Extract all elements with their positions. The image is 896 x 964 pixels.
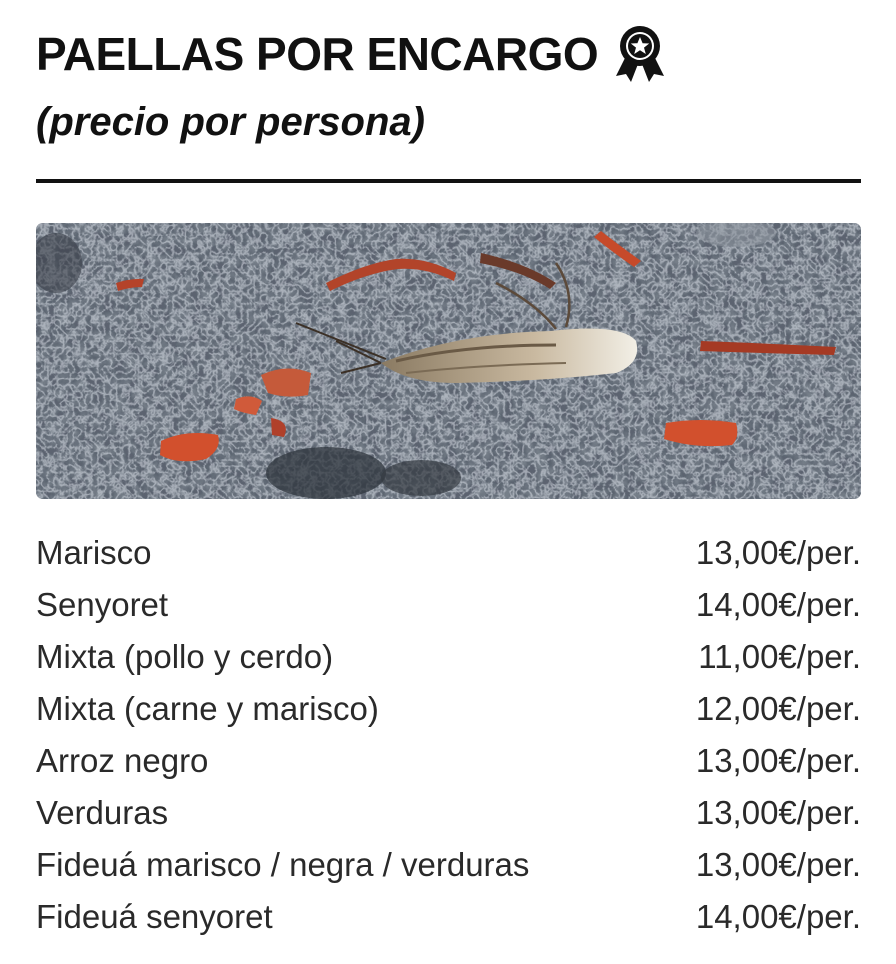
list-item <box>36 839 861 891</box>
black-rice-paella-photo <box>36 223 861 499</box>
item-price: 13,00€/per. <box>695 794 861 831</box>
item-price: 12,00€/per. <box>695 690 861 727</box>
item-name: Mixta (pollo y cerdo) <box>36 638 334 675</box>
item-name: Senyoret <box>36 586 169 623</box>
list-item <box>36 891 861 943</box>
item-price: 13,00€/per. <box>695 534 861 571</box>
divider <box>36 179 861 183</box>
award-badge-icon <box>612 24 668 84</box>
item-name: Marisco <box>36 534 152 571</box>
item-name: Fideuá marisco / negra / verduras <box>36 846 530 883</box>
list-item <box>36 787 861 839</box>
item-name: Verduras <box>36 794 169 831</box>
item-price: 14,00€/per. <box>695 898 861 935</box>
item-name: Fideuá senyoret <box>36 898 273 935</box>
item-price: 11,00€/per. <box>698 638 861 675</box>
list-item <box>36 735 861 787</box>
item-name: Mixta (carne y marisco) <box>36 690 379 727</box>
item-price: 13,00€/per. <box>695 846 861 883</box>
menu-card <box>36 22 861 943</box>
list-item <box>36 527 861 579</box>
list-item <box>36 631 861 683</box>
item-price: 13,00€/per. <box>695 742 861 779</box>
item-name: Arroz negro <box>36 742 209 779</box>
list-item <box>36 579 861 631</box>
title-row <box>36 22 861 86</box>
menu-list <box>36 527 861 943</box>
item-price: 14,00€/per. <box>695 586 861 623</box>
list-item <box>36 683 861 735</box>
page-subtitle: (precio por persona) <box>36 100 425 144</box>
page-title: PAELLAS POR ENCARGO <box>36 28 599 80</box>
